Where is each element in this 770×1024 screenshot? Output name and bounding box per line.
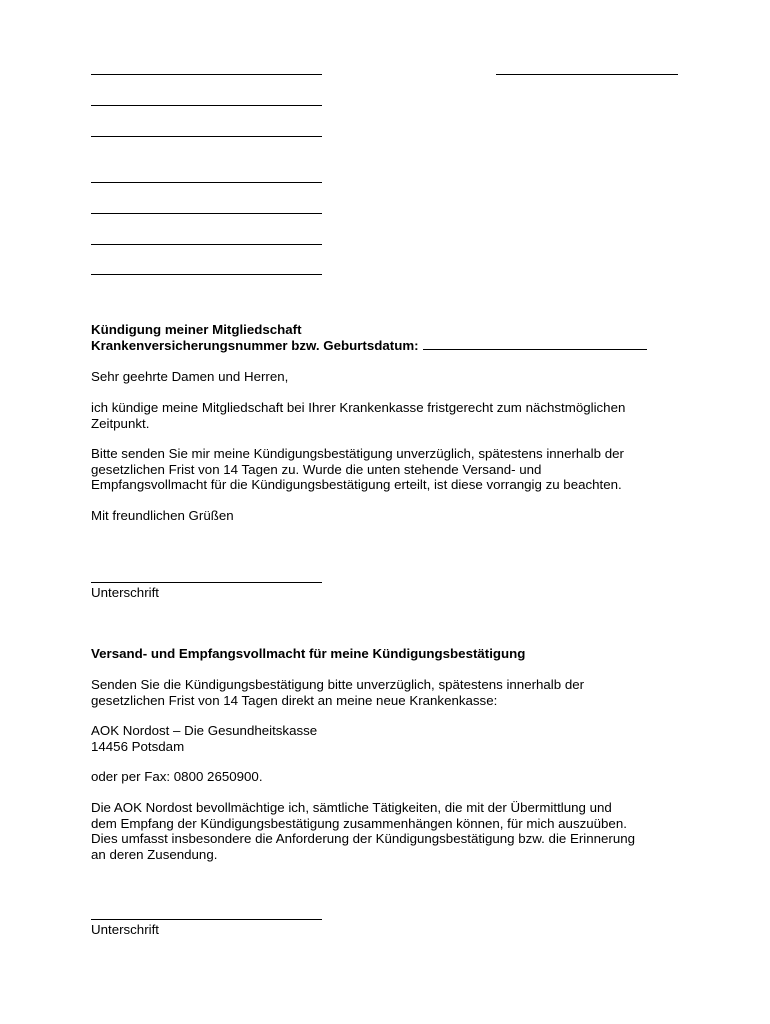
sender-line-3 xyxy=(91,136,322,137)
paragraph-termination xyxy=(91,400,625,431)
salutation: Sehr geehrte Damen und Herren, xyxy=(91,369,289,384)
recipient-line-3 xyxy=(91,244,322,245)
paragraph-line: Empfangsvollmacht für die Kündigungsbestätigung erteilt, ist diese vorrangig zu beachten. xyxy=(91,477,622,492)
sender-line-2 xyxy=(91,105,322,106)
signature-line-1 xyxy=(91,582,322,583)
address-line: AOK Nordost – Die Gesundheitskasse xyxy=(91,723,318,738)
paragraph-line: Zeitpunkt. xyxy=(91,415,150,431)
proxy-paragraph-authorization xyxy=(91,800,635,862)
insurance-number-label xyxy=(91,338,647,354)
recipient-line-2 xyxy=(91,213,322,214)
subject-title: Kündigung meiner Mitgliedschaft xyxy=(91,322,302,337)
insurance-number-blank xyxy=(423,338,647,350)
closing: Mit freundlichen Grüßen xyxy=(91,508,234,523)
paragraph-line: gesetzlichen Frist von 14 Tagen direkt an meine neue Krankenkasse: xyxy=(91,692,498,708)
recipient-line-1 xyxy=(91,182,322,183)
paragraph-line: gesetzlichen Frist von 14 Tagen zu. Wurde die unten stehende Versand- und xyxy=(91,461,542,477)
date-line xyxy=(496,74,678,75)
paragraph-line: Die AOK Nordost bevollmächtige ich, sämtliche Tätigkeiten, die mit der Übermittlung und xyxy=(91,800,612,815)
paragraph-line: Dies umfasst insbesondere die Anforderung der Kündigungsbestätigung bzw. die Erinnerung xyxy=(91,831,636,846)
sender-line-1 xyxy=(91,74,322,75)
paragraph-line: Senden Sie die Kündigungsbestätigung bitte unverzüglich, spätestens innerhalb der xyxy=(91,677,585,692)
address-block xyxy=(91,723,317,754)
proxy-heading: Versand- und Empfangsvollmacht für meine Kündigungsbestätigung xyxy=(91,646,526,661)
signature-label-1: Unterschrift xyxy=(91,585,159,600)
paragraph-line: ich kündige meine Mitgliedschaft bei Ihrer Krankenkasse fristgerecht zum nächstmöglichen xyxy=(91,400,626,415)
proxy-paragraph-send xyxy=(91,677,584,708)
paragraph-line: Bitte senden Sie mir meine Kündigungsbestätigung unverzüglich, spätestens innerhalb der xyxy=(91,446,624,461)
recipient-line-4 xyxy=(91,274,322,275)
paragraph-line: an deren Zusendung. xyxy=(91,846,218,862)
address-line: 14456 Potsdam xyxy=(91,738,185,754)
fax-line: oder per Fax: 0800 2650900. xyxy=(91,769,263,784)
paragraph-confirmation-request xyxy=(91,446,624,493)
paragraph-line: dem Empfang der Kündigungsbestätigung zusammenhängen können, für mich auszuüben. xyxy=(91,815,627,831)
insurance-number-text: Krankenversicherungsnummer bzw. Geburtsdatum: xyxy=(91,338,419,353)
signature-line-2 xyxy=(91,919,322,920)
signature-label-2: Unterschrift xyxy=(91,922,159,937)
